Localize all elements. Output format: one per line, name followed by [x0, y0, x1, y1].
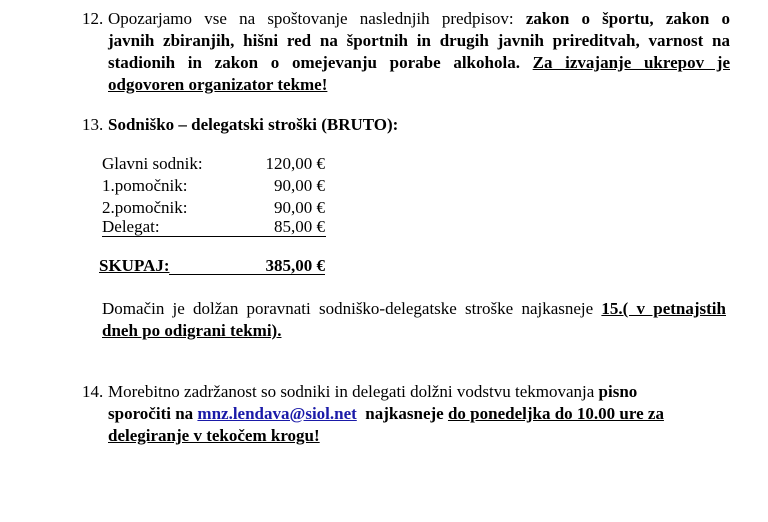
cost-row-amount: 90,00 €: [274, 176, 325, 195]
item-14-deadline-cont: delegiranje v tekočem krogu!: [108, 426, 320, 445]
item-12-line-2: javnih zbiranjih, hišni red na športnih in drugih javnih prireditvah, varnost na: [108, 31, 730, 50]
item-12-line-3: [108, 53, 730, 73]
cost-row-amount: 85,00 €: [274, 217, 325, 236]
payment-note-text: Domačin je dolžan poravnati sodniško-delegatske stroške najkasneje: [102, 299, 602, 318]
item-14-line-1: [108, 382, 637, 402]
item-14-line-1-bold: pisno: [598, 382, 638, 401]
total-row: [99, 256, 325, 275]
cost-row-amount: 120,00 €: [265, 154, 325, 173]
item-12-line-3-bold: stadionih in zakon o omejevanju porabe alkohola.: [108, 53, 533, 72]
cost-row-delegat: [102, 217, 326, 237]
item-12-line-3-underlined: Za izvajanje ukrepov je: [532, 53, 730, 72]
payment-deadline-cont: dneh po odigrani tekmi).: [102, 321, 282, 340]
payment-note-line-1: [102, 299, 726, 319]
item-12-line-1-bold: zakon o športu, zakon o: [525, 9, 731, 28]
item-14-line-2-text: sporočiti na: [108, 404, 198, 423]
cost-row-label: 2.pomočnik:: [102, 198, 188, 217]
total-amount: 385,00 €: [265, 256, 325, 275]
payment-deadline: 15.( v petnajstih: [601, 299, 726, 318]
item-14-line-3: [108, 426, 320, 446]
item-12-line-4-underlined: odgovoren organizator tekme!: [108, 75, 328, 94]
item-12-line-1: [108, 9, 730, 29]
item-14-number: 14.: [82, 382, 104, 401]
item-12-line-1-text: Opozarjamo vse na spoštovanje naslednjih predpisov:: [108, 9, 526, 28]
cost-row-label: 1.pomočnik:: [102, 176, 188, 195]
email-link[interactable]: mnz.lendava@siol.net: [197, 404, 357, 423]
item-14-line-1-text: Morebitno zadržanost so sodniki in delegati dolžni vodstvu tekmovanja: [108, 382, 599, 401]
item-12-number: 12.: [82, 9, 104, 28]
payment-note-line-2: [102, 321, 281, 341]
item-14-line-2: [108, 404, 664, 424]
cost-row-amount: 90,00 €: [274, 198, 325, 217]
cost-row-label: Delegat:: [102, 217, 160, 236]
total-label: SKUPAJ:: [99, 256, 170, 275]
item-12-line-4: [108, 75, 327, 95]
item-13-number: 13.: [82, 115, 104, 134]
item-14-deadline: do ponedeljka do 10.00 ure za: [447, 404, 664, 423]
cost-row-label: Glavni sodnik:: [102, 154, 203, 173]
item-14-line-2-mid: najkasneje: [356, 404, 448, 423]
item-13-title: Sodniško – delegatski stroški (BRUTO):: [108, 115, 399, 134]
